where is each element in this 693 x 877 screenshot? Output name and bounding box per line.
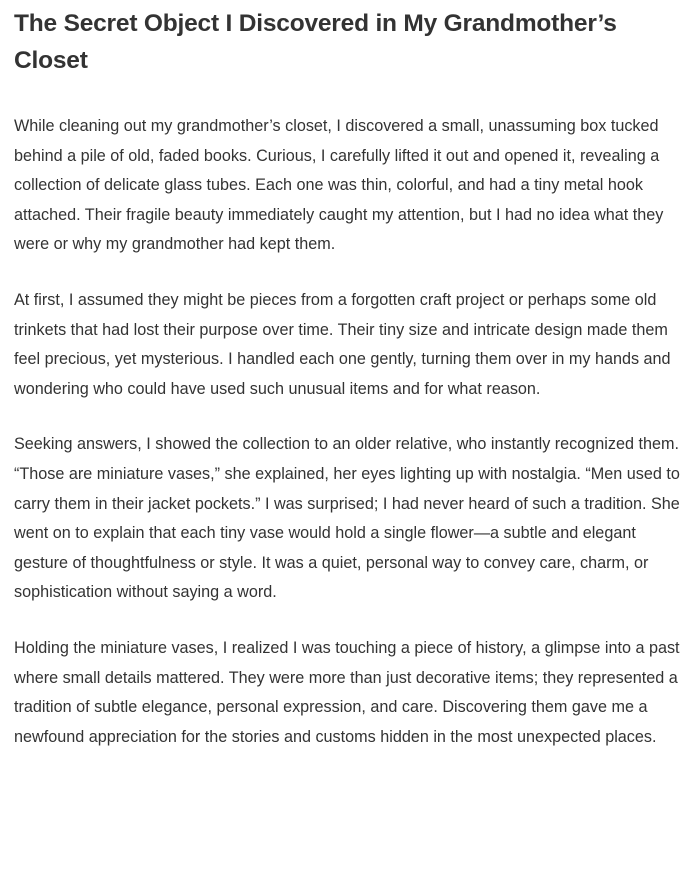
article-paragraph-2: At first, I assumed they might be pieces from a forgotten craft project or perhaps some old trinkets that had lost their purpose over time. Their tiny size and intricate design made them feel precious, yet mysterious. I handled each one gently, turning them over in my hands and wondering who could have used such unusual items and for what reason. (14, 290, 671, 398)
article-paragraph-4: Holding the miniature vases, I realized I was touching a piece of history, a glimpse into a past where small details mattered. They were more than just decorative items; they represented a tradition of subtle elegance, personal expression, and care. Discovering them gave me a newfound appreciation for the stories and customs hidden in the most unexpected places. (14, 638, 680, 746)
article-paragraph-1: While cleaning out my grandmother’s closet, I discovered a small, unassuming box tucked behind a pile of old, faded books. Curious, I carefully lifted it out and opened it, revealing a collection of delicate glass tubes. Each one was thin, colorful, and had a tiny metal hook attached. Their fragile beauty immediately caught my attention, but I had no idea what they were or why my grandmother had kept them. (14, 117, 664, 254)
article-title: The Secret Object I Discovered in My Grandmother’s Closet (14, 10, 617, 74)
article (14, 0, 682, 752)
article-paragraph-3: Seeking answers, I showed the collection to an older relative, who instantly recognized them. “Those are miniature vases,” she explained, her eyes lighting up with nostalgia. “Men used to carry them in their jacket pockets.” I was surprised; I had never heard of such a tradition. She went on to explain that each tiny vase would hold a single flower—a subtle and elegant gesture of thoughtfulness or style. It was a quiet, personal way to convey care, charm, or sophistication without saying a word. (14, 435, 680, 602)
